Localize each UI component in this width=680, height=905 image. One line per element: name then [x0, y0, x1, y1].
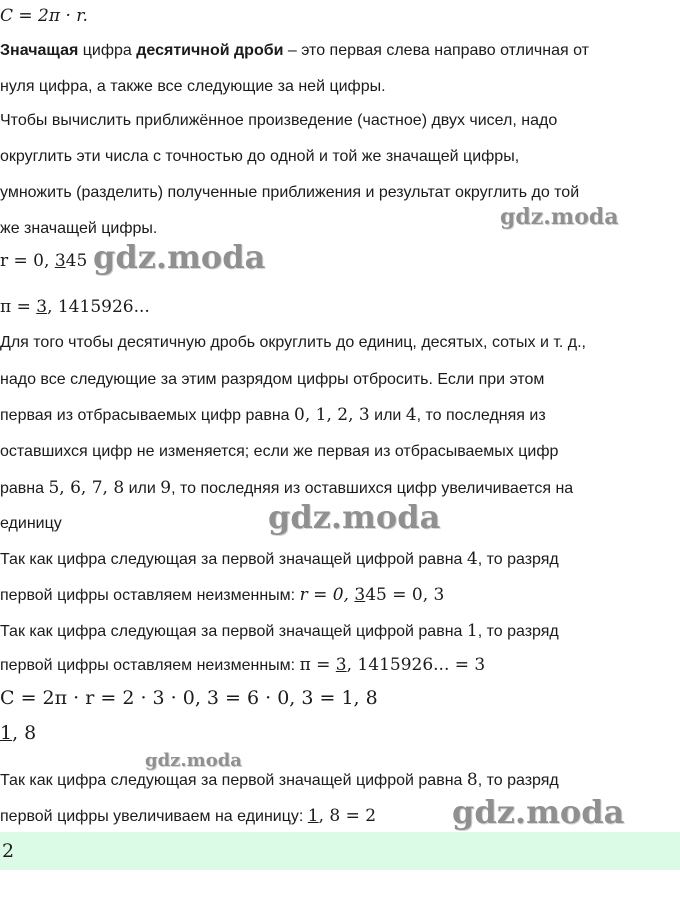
- watermark: gdz.moda: [268, 498, 441, 536]
- rounding-rule-5: равна 5, 6, 7, 8 или 9, то последняя из оставшихся цифр увеличивается на: [0, 478, 574, 498]
- rule-line-3: умножить (разделить) полученные приближения и результат округлить до той: [0, 184, 580, 201]
- approx-result: 1, 8: [0, 722, 37, 744]
- rule-line-1: Чтобы вычислить приближённое произведение (частное) двух чисел, надо: [0, 112, 558, 129]
- circumference-calculation: C = 2π · r = 2 · 3 · 0, 3 = 6 · 0, 3 = 1, 8: [0, 687, 378, 709]
- answer-box: [0, 832, 680, 870]
- step-r-2: первой цифры оставляем неизменным: r = 0, 345 = 0, 3: [0, 585, 445, 605]
- answer-value: 2: [2, 840, 15, 862]
- step-final-1: Так как цифра следующая за первой значащей цифрой равна 8, то разряд: [0, 770, 559, 790]
- rule-line-2: округлить эти числа с точностью до одной и той же значащей цифры,: [0, 148, 520, 165]
- step-final-2: первой цифры увеличиваем на единицу: 1, 8 = 2: [0, 806, 377, 826]
- watermark: gdz.moda: [145, 750, 242, 771]
- formula-circumference: C = 2π · r.: [0, 6, 88, 26]
- definition-line-2: нуля цифра, а также все следующие за ней цифры.: [0, 78, 386, 95]
- step-pi-1: Так как цифра следующая за первой значащей цифрой равна 1, то разряд: [0, 621, 559, 641]
- radius-value: r = 0, 345: [0, 251, 88, 271]
- watermark: gdz.moda: [500, 204, 619, 230]
- watermark: gdz.moda: [93, 238, 266, 276]
- watermark: gdz.moda: [452, 793, 625, 831]
- rounding-rule-6: единицу: [0, 515, 62, 532]
- rounding-rule-1: Для того чтобы десятичную дробь округлить до единиц, десятых, сотых и т. д.,: [0, 334, 586, 351]
- pi-value: π = 3, 1415926...: [0, 297, 150, 317]
- step-pi-2: первой цифры оставляем неизменным: π = 3, 1415926... = 3: [0, 655, 486, 675]
- rounding-rule-4: оставшихся цифр не изменяется; если же первая из отбрасываемых цифр: [0, 443, 559, 460]
- definition-line-1: Значащая цифра десятичной дроби – это первая слева направо отличная от: [0, 42, 589, 59]
- rounding-rule-3: первая из отбрасываемых цифр равна 0, 1, 2, 3 или 4, то последняя из: [0, 405, 546, 425]
- rule-line-4: же значащей цифры.: [0, 220, 158, 237]
- rounding-rule-2: надо все следующие за этим разрядом цифры отбросить. Если при этом: [0, 371, 545, 388]
- step-r-1: Так как цифра следующая за первой значащей цифрой равна 4, то разряд: [0, 549, 559, 569]
